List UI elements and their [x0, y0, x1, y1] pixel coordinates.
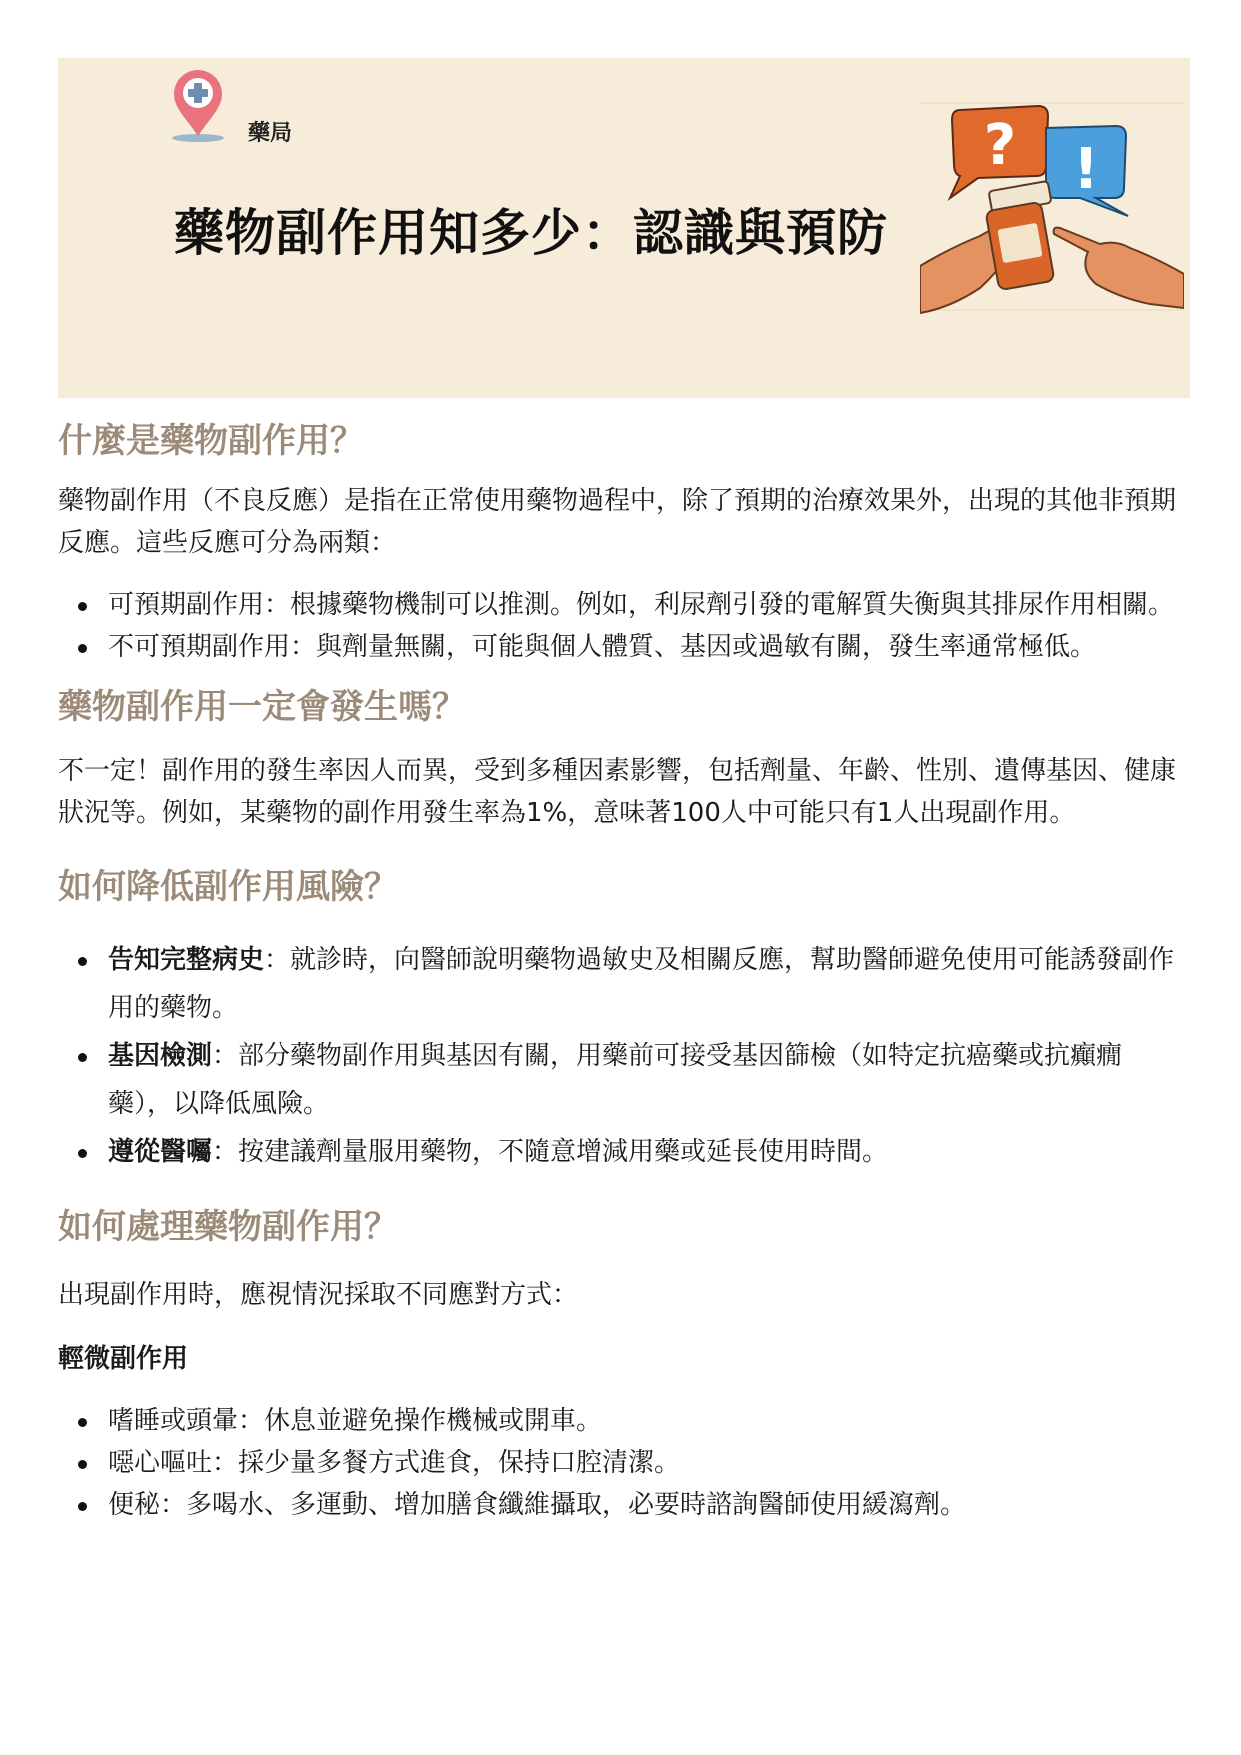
list-item: 嗜睡或頭暈：休息並避免操作機械或開車。: [58, 1400, 1183, 1442]
section-paragraph: 藥物副作用（不良反應）是指在正常使用藥物過程中，除了預期的治療效果外，出現的其他非預期反應。這些反應可分為兩類：: [58, 486, 1177, 558]
section-handling: [58, 1198, 1183, 1526]
list-item: 便秘：多喝水、多運動、增加膳食纖維攝取，必要時諮詢醫師使用緩瀉劑。: [58, 1484, 1183, 1526]
section-paragraph: 出現副作用時，應視情況採取不同應對方式：: [58, 1280, 579, 1310]
section-heading: 如何處理藥物副作用？: [58, 1207, 398, 1247]
side-effect-types-list: [58, 584, 1183, 668]
svg-text:?: ?: [983, 113, 1017, 178]
list-item: 可預期副作用：根據藥物機制可以推測。例如，利尿劑引發的電解質失衡與其排尿作用相關。: [58, 584, 1183, 626]
section-reduce-risk: [58, 858, 1183, 1176]
section-paragraph: 不一定！副作用的發生率因人而異，受到多種因素影響，包括劑量、年齡、性別、遺傳基因、健康狀況等。例如，某藥物的副作用發生率為1%，意味著100人中可能只有1人出現副作用。: [58, 756, 1177, 828]
item-text: ：按建議劑量服用藥物，不隨意增減用藥或延長使用時間。: [212, 1137, 889, 1167]
section-heading: 藥物副作用一定會發生嗎？: [58, 687, 466, 727]
section-what-is: [58, 412, 1183, 668]
item-keyword: 告知完整病史: [108, 945, 265, 975]
svg-text:!: !: [1073, 137, 1099, 202]
section-will-occur: [58, 678, 1183, 834]
subheading-mild: 輕微副作用: [58, 1344, 189, 1374]
header-banner: [58, 58, 1190, 398]
list-item: [58, 1128, 1183, 1176]
item-text: ：就診時，向醫師說明藥物過敏史及相關反應，幫助醫師避免使用可能誘發副作用的藥物。: [108, 945, 1175, 1023]
list-item: 噁心嘔吐：採少量多餐方式進食，保持口腔清潔。: [58, 1442, 1183, 1484]
section-heading: 什麼是藥物副作用？: [58, 421, 364, 461]
article-body: [58, 412, 1183, 1526]
medicine-question-illustration: [920, 98, 1184, 348]
mild-side-effects-list: [58, 1400, 1183, 1526]
exclamation-bubble-icon: [1046, 126, 1128, 216]
pharmacy-location-pin-icon: [168, 66, 228, 146]
section-heading: 如何降低副作用風險？: [58, 867, 398, 907]
item-keyword: 遵從醫囑: [108, 1137, 213, 1167]
pharmacy-brand-label: 藥局: [248, 121, 293, 146]
list-item: [58, 936, 1183, 1032]
pill-bottle-icon: [985, 181, 1054, 290]
page-title: 藥物副作用知多少：認識與預防: [174, 204, 888, 262]
list-item: 不可預期副作用：與劑量無關，可能與個人體質、基因或過敏有關，發生率通常極低。: [58, 626, 1183, 668]
item-keyword: 基因檢測: [108, 1041, 213, 1071]
list-item: [58, 1032, 1183, 1128]
item-text: ：部分藥物副作用與基因有關，用藥前可接受基因篩檢（如特定抗癌藥或抗癲癇藥），以降低風險。: [108, 1041, 1123, 1119]
risk-reduction-list: [58, 936, 1183, 1176]
